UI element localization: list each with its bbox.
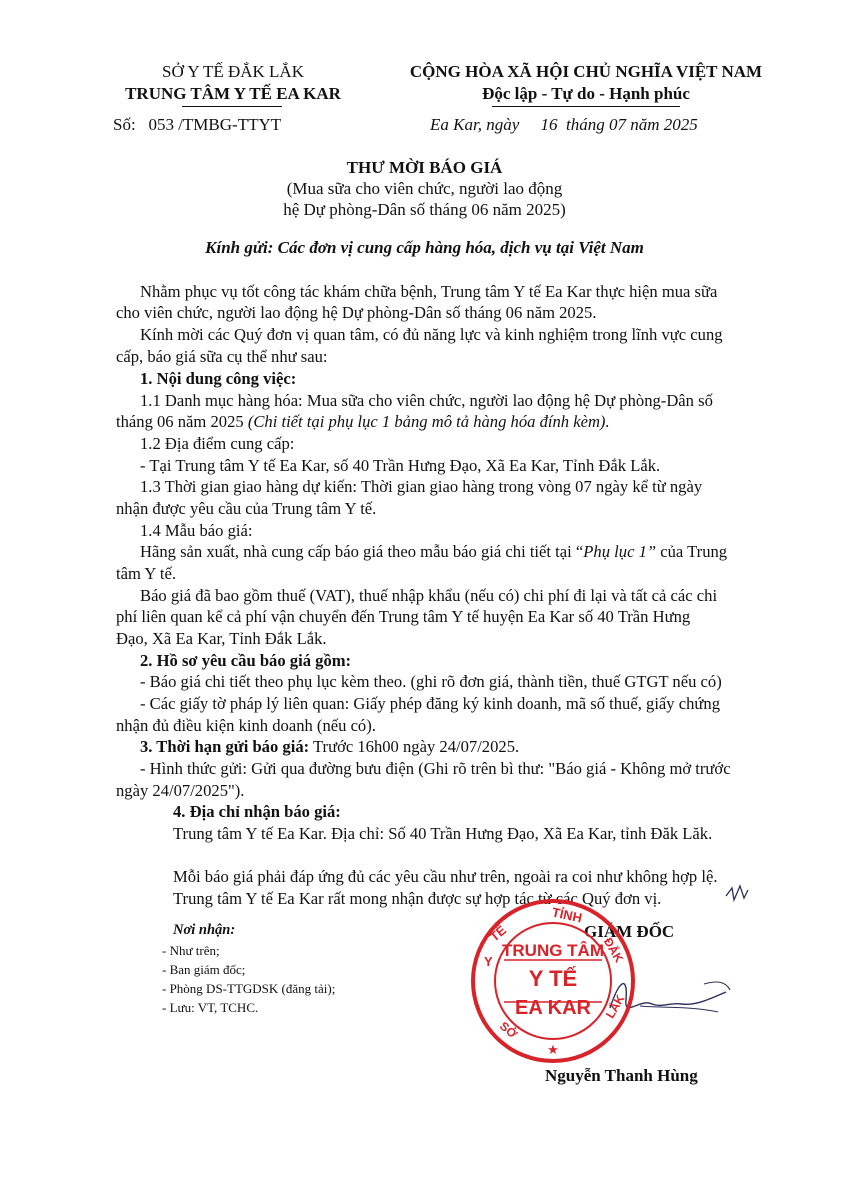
s1-5-line-2: phí liên quan kể cả phí vận chuyển đến Trung tâm Y tế huyện Ea Kar số 40 Trần Hưng <box>116 607 691 626</box>
recipient-item: - Phòng DS-TTGDSK (đăng tải); <box>162 981 336 996</box>
s1-5-line-3: Đạo, Xã Ea Kar, Tỉnh Đắk Lắk. <box>116 629 327 648</box>
stamp-star-icon: ★ <box>547 1042 559 1057</box>
issue-date <box>430 115 698 135</box>
stamp-line-3: EA KAR <box>515 997 591 1019</box>
recipient-item: - Ban giám đốc; <box>162 962 246 977</box>
stamp-bottom: SỞ <box>496 1018 520 1042</box>
section-3 <box>140 737 519 757</box>
recipient-item: - Như trên; <box>162 943 220 958</box>
s1-4-text-end: của Trung <box>656 542 728 561</box>
stamp-top: TỈNH <box>550 904 584 926</box>
s1-4-line-1 <box>140 542 727 562</box>
motto: Độc lập - Tự do - Hạnh phúc <box>482 84 690 103</box>
s1-3-line-2: nhận được yêu cầu của Trung tâm Y tế. <box>116 499 377 518</box>
intro-line-4: cấp, báo giá sữa cụ thể như sau: <box>116 347 328 366</box>
date-place: Ea Kar, ngày <box>430 115 520 134</box>
document-title: THƯ MỜI BÁO GIÁ <box>346 158 503 177</box>
official-seal <box>470 898 636 1064</box>
intro-line-2: cho viên chức, người lao động hệ Dự phòng-Dân số tháng 06 năm 2025. <box>116 303 597 322</box>
number-suffix: /TMBG-TTYT <box>178 115 282 134</box>
s4-line: Trung tâm Y tế Ea Kar. Địa chỉ: Số 40 Trần Hưng Đạo, Xã Ea Kar, tỉnh Đăk Lăk. <box>173 824 713 843</box>
section-1-title: 1. Nội dung công việc: <box>140 369 297 388</box>
initial-mark <box>722 880 752 906</box>
s1-4-appendix: Phụ lục 1” <box>583 542 657 561</box>
s1-5-line-1: Báo giá đã bao gồm thuế (VAT), thuế nhập khẩu (nếu có) chi phí đi lại và tất cả các chi <box>140 586 718 605</box>
number-value: 053 <box>148 115 174 134</box>
stamp-line-1: TRUNG TÂM <box>502 941 604 960</box>
stamp-right: ĐẮK <box>600 935 627 965</box>
nation-title: CỘNG HÒA XÃ HỘI CHỦ NGHĨA VIỆT NAM <box>409 62 763 81</box>
signer-name: Nguyễn Thanh Hùng <box>545 1066 698 1085</box>
s1-1-line-2 <box>116 412 610 432</box>
s1-4-text: Hãng sản xuất, nhà cung cấp báo giá theo mẫu báo giá chi tiết tại “ <box>140 542 584 561</box>
intro-line-1: Nhằm phục vụ tốt công tác khám chữa bệnh, Trung tâm Y tế Ea Kar thực hiện mua sữa <box>140 282 718 301</box>
recipient-item: - Lưu: VT, TCHC. <box>162 1000 259 1015</box>
s3-line-2: ngày 24/07/2025"). <box>116 781 245 800</box>
s1-3-line-1: 1.3 Thời gian giao hàng dự kiến: Thời gian giao hàng trong vòng 07 ngày kể từ ngày <box>140 477 703 496</box>
s1-4-title: 1.4 Mẫu báo giá: <box>140 521 253 540</box>
number-label: Số: <box>113 115 136 134</box>
intro-line-3: Kính mời các Quý đơn vị quan tâm, có đủ năng lực và kinh nghiệm trong lĩnh vực cung <box>140 325 723 344</box>
recipients-title: Nơi nhận: <box>173 922 236 938</box>
title-sub-2: hệ Dự phòng-Dân số tháng 06 năm 2025) <box>283 200 566 219</box>
s2-line-1: - Báo giá chi tiết theo phụ lục kèm theo. (ghi rõ đơn giá, thành tiền, thuế GTGT nếu có) <box>140 672 722 691</box>
section-3-value: Trước 16h00 ngày 24/07/2025. <box>309 737 520 756</box>
org-name: TRUNG TÂM Y TẾ EA KAR <box>125 84 341 103</box>
s1-4-line-2: tâm Y tế. <box>116 564 177 583</box>
s1-2-title: 1.2 Địa điểm cung cấp: <box>140 434 295 453</box>
dept-name: SỞ Y TẾ ĐẮK LẮK <box>162 62 304 81</box>
s1-2-line: - Tại Trung tâm Y tế Ea Kar, số 40 Trần Hưng Đạo, Xã Ea Kar, Tỉnh Đắk Lắk. <box>140 456 661 475</box>
stamp-left: Y <box>484 954 493 969</box>
greeting: Kính gửi: Các đơn vị cung cấp hàng hóa, dịch vụ tại Việt Nam <box>205 238 644 257</box>
stamp-left-2: TẾ <box>486 922 510 945</box>
motto-underline <box>492 106 680 107</box>
s2-line-3: nhận đủ điều kiện kinh doanh (nếu có). <box>116 716 376 735</box>
closing-line-2: Trung tâm Y tế Ea Kar rất mong nhận được sự hợp tác từ các Quý đơn vị. <box>173 889 662 908</box>
s1-1-note: (Chi tiết tại phụ lục 1 bảng mô tả hàng hóa đính kèm). <box>247 412 610 431</box>
stamp-line-2: Y TẾ <box>528 966 578 991</box>
s1-1-line-1: 1.1 Danh mục hàng hóa: Mua sữa cho viên chức, người lao động hệ Dự phòng-Dân số <box>140 391 713 410</box>
date-day: 16 <box>540 115 558 134</box>
date-rest: tháng 07 năm 2025 <box>566 115 698 134</box>
s3-line-1: - Hình thức gửi: Gửi qua đường bưu điện (Ghi rõ trên bì thư: "Báo giá - Không mở trước <box>140 759 731 778</box>
s2-line-2: - Các giấy tờ pháp lý liên quan: Giấy phép đăng ký kinh doanh, mã số thuế, giấy chứng <box>140 694 720 713</box>
section-3-title: 3. Thời hạn gửi báo giá: <box>140 737 310 756</box>
org-underline <box>182 106 282 107</box>
signer-role: GIÁM ĐỐC <box>584 922 675 941</box>
section-4-title: 4. Địa chỉ nhận báo giá: <box>173 802 341 821</box>
closing-line-1: Mỗi báo giá phải đáp ứng đủ các yêu cầu như trên, ngoài ra coi như không hợp lệ. <box>173 867 718 886</box>
s1-1-text: tháng 06 năm 2025 <box>116 412 248 431</box>
title-sub-1: (Mua sữa cho viên chức, người lao động <box>286 179 563 198</box>
document-number <box>113 115 281 135</box>
section-2-title: 2. Hồ sơ yêu cầu báo giá gồm: <box>140 651 352 670</box>
stamp-right-2: LẮK <box>602 992 628 1021</box>
